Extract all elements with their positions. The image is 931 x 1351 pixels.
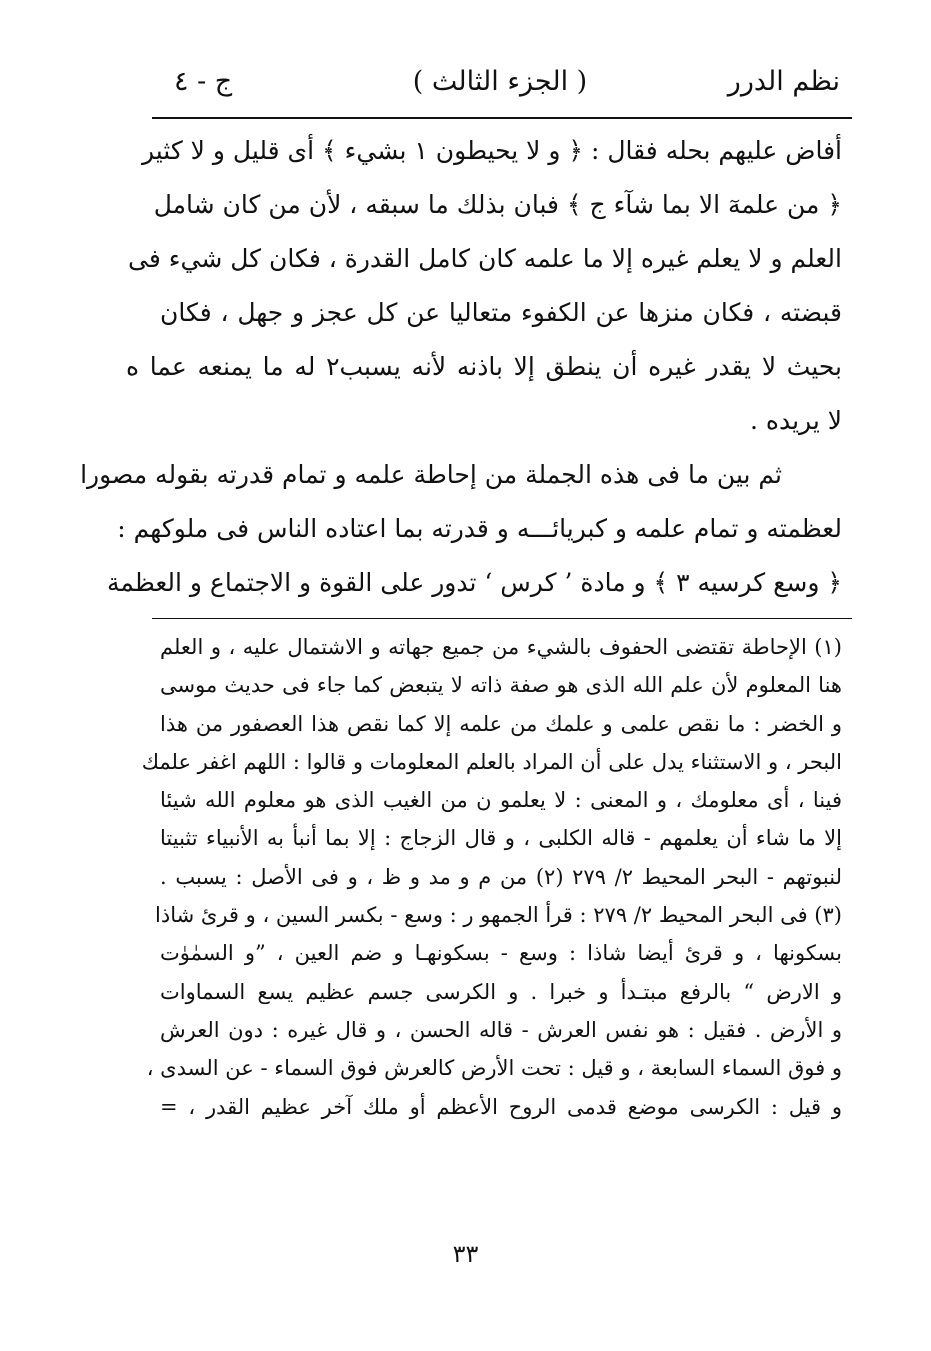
header-divider [152,117,852,119]
footnote-line: لنبوتهم - البحر المحيط ٢/ ٢٧٩ (٢) من م و مد و ظ ، و فى الأصل : يسبب . [160,864,842,889]
part-label: ج - ٤ [174,66,233,97]
footnote-line: و الأرض . فقيل : هو نفس العرش - قاله الحسن ، و قال غيره : دون العرش [160,1017,842,1042]
page-number: ٣٣ [452,1240,479,1268]
text-line: أفاض عليهم بحله فقال : ﴿ و لا يحيطون ١ بشيء ﴾ أى قليل و لا كثير [141,136,842,165]
text-line: العلم و لا يعلم غيره إلا ما علمه كان كامل القدرة ، فكان كل شيء فى [128,244,842,273]
footnote-line: و الخضر : ما نقص علمى و علمك من علمه إلا كما نقص هذا العصفور من هذا [160,711,842,736]
text-line: لعظمته و تمام علمه و كبريائـــه و قدرته بما اعتاده الناس فى ملوكهم : [117,514,842,543]
running-header [150,62,850,110]
book-title: نظم الدرر [727,66,840,97]
text-line: لا يريده . [749,406,842,435]
footnote-line: و الارض “ بالرفع مبتـدأ و خبرا . و الكرسى جسم عظيم يسع السماوات [160,979,842,1004]
text-line: ﴿ وسع كرسيه ٣ ﴾ و مادة ’ كرس ‘ تدور على القوة و الاجتماع و العظمة [106,568,842,597]
text-line: ﴿ من علمهٓ الا بما شآء ج ﴾ فبان بذلك ما سبقه ، لأن من كان شامل [153,190,842,219]
footnote-line: (٣) فى البحر المحيط ٢/ ٢٧٩ : قرأ الجمهو ر : وسع - بكسر السين ، و قرئ شاذا [155,903,842,928]
main-text [80,124,842,610]
volume-label: ( الجزء الثالث ) [412,66,588,97]
footnote-line: (١) الإحاطة تقتضى الحفوف بالشيء من جميع جهاته و الاشتمال عليه ، و العلم [160,635,842,659]
footnote-line: هنا المعلوم لأن علم الله الذى هو صفة ذاته لا يتبعض كما جاء فى حديث موسى [160,673,842,698]
footnote-line: البحر ، و الاستثناء يدل على أن المراد بالعلم المعلومات و قالوا : اللهم اغفر علمك [141,749,842,774]
footnote-line: و قيل : الكرسى موضع قدمى الروح الأعظم أو ملك آخر عظيم القدر ، = [160,1094,842,1119]
footnote-divider [152,618,852,619]
footnote-line: إلا ما شاء أن يعلمهم - قاله الكلبى ، و قال الزجاج : إلا بما أنبأ به الأنبياء تثبيتا [160,826,842,851]
footnotes [141,628,842,1126]
footnote-line: و فوق السماء السابعة ، و قيل : تحت الأرض كالعرش فوق السماء - عن السدى ، [146,1056,842,1081]
text-line: قبضته ، فكان منزها عن الكفوء متعاليا عن كل عجز و جهل ، فكان [160,298,842,327]
text-line: ثم بين ما فى هذه الجملة من إحاطة علمه و تمام قدرته بقوله مصورا [80,460,782,489]
footnote-line: بسكونها ، و قرئ أيضا شاذا : وسع - بسكونهـا و ضم العين ، ”و السمٰوٰت [160,941,842,966]
footnote-line: فينا ، أى معلومك ، و المعنى : لا يعلمو ن من الغيب الذى هو معلوم الله شيئا [160,788,842,813]
text-line: بحيث لا يقدر غيره أن ينطق إلا باذنه لأنه يسبب٢ له ما يمنعه عما ه [126,352,842,381]
